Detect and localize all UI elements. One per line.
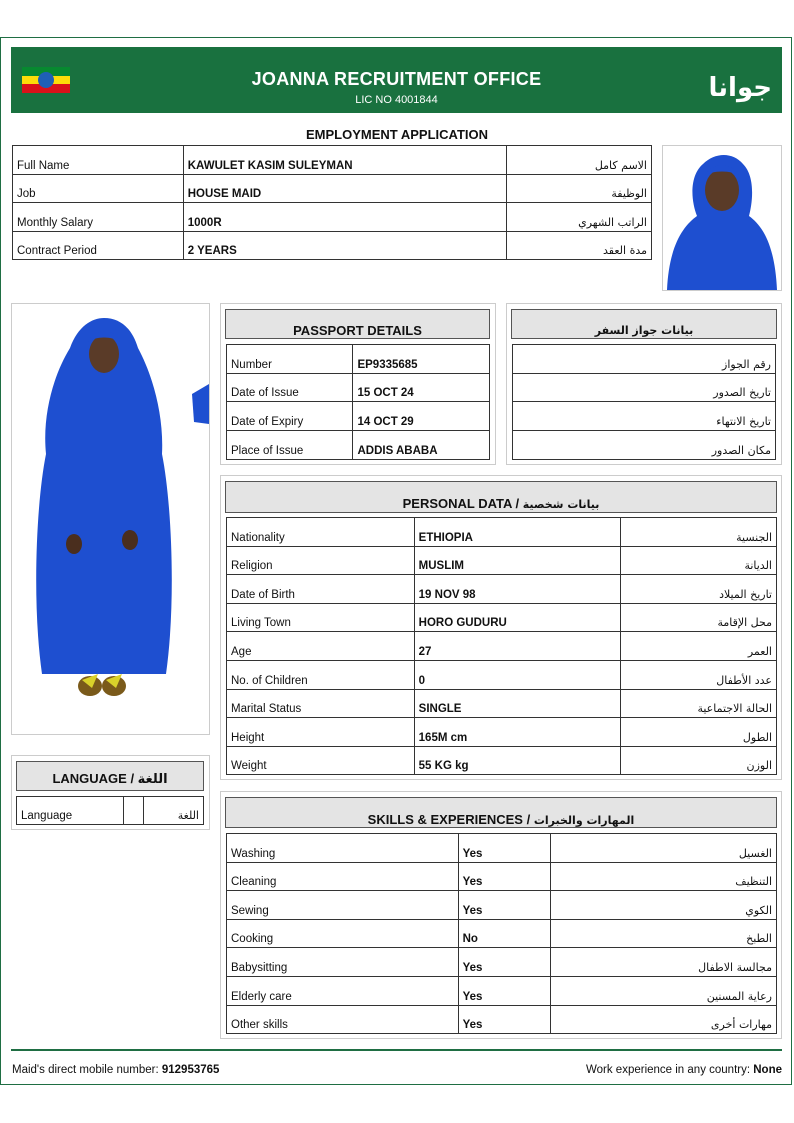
table-row <box>227 632 777 661</box>
field-value: MUSLIM <box>414 546 621 575</box>
table-row <box>513 402 776 431</box>
field-label: Marital Status <box>227 689 415 718</box>
field-value: SINGLE <box>414 689 621 718</box>
field-value: 14 OCT 29 <box>353 402 490 431</box>
personal-data-table <box>226 517 777 775</box>
office-arabic-name: جوانا <box>708 73 772 103</box>
table-row <box>513 431 776 460</box>
field-value: 55 KG kg <box>414 746 621 775</box>
field-arabic-label: العمر <box>621 632 777 661</box>
personal-data-title <box>225 481 777 513</box>
field-value: HORO GUDURU <box>414 603 621 632</box>
field-value: 2 YEARS <box>183 231 506 260</box>
table-row <box>227 345 490 374</box>
field-arabic-label: الاسم كامل <box>507 146 652 175</box>
table-row <box>227 431 490 460</box>
skills-table <box>226 833 777 1034</box>
table-row <box>513 373 776 402</box>
field-value: 0 <box>414 660 621 689</box>
table-row <box>227 575 777 604</box>
field-label: Babysitting <box>227 948 459 977</box>
table-row <box>17 797 204 825</box>
field-value: 165M cm <box>414 718 621 747</box>
experience-value: None <box>753 1064 782 1076</box>
full-body-photo <box>11 303 210 735</box>
field-arabic-label: محل الإقامة <box>621 603 777 632</box>
field-arabic-label: تاريخ الصدور <box>513 373 776 402</box>
skills-title-ar: المهارات والخبرات <box>533 814 635 827</box>
table-row <box>13 231 652 260</box>
field-label: Cleaning <box>227 862 459 891</box>
field-value: EP9335685 <box>353 345 490 374</box>
table-row <box>13 146 652 175</box>
table-row <box>227 746 777 775</box>
field-label: Date of Expiry <box>227 402 353 431</box>
table-row <box>227 948 777 977</box>
table-row <box>227 546 777 575</box>
field-arabic-label: تاريخ الميلاد <box>621 575 777 604</box>
field-arabic-label: مدة العقد <box>507 231 652 260</box>
field-label: Living Town <box>227 603 415 632</box>
table-row <box>227 689 777 718</box>
mobile-value: 912953765 <box>161 1064 220 1076</box>
work-experience <box>586 1064 782 1076</box>
table-row <box>227 1005 777 1034</box>
skills-title <box>225 797 777 828</box>
mobile-number <box>12 1064 219 1076</box>
passport-title: PASSPORT DETAILS <box>225 309 490 339</box>
field-arabic-label: الطبخ <box>551 919 777 948</box>
table-row <box>13 174 652 203</box>
field-arabic-label: الجنسية <box>621 518 777 547</box>
table-row <box>513 345 776 374</box>
portrait-photo <box>662 145 782 291</box>
language-label: Language <box>17 797 124 825</box>
field-value: ETHIOPIA <box>414 518 621 547</box>
field-label: Place of Issue <box>227 431 353 460</box>
skills-title-en: SKILLS & EXPERIENCES / <box>367 812 534 827</box>
field-value: Yes <box>458 862 551 891</box>
field-value: 27 <box>414 632 621 661</box>
field-label: Contract Period <box>13 231 184 260</box>
table-row <box>227 891 777 920</box>
passport-arabic-table <box>512 344 776 460</box>
language-value <box>124 797 144 825</box>
field-label: Religion <box>227 546 415 575</box>
language-table <box>16 796 204 825</box>
application-title: EMPLOYMENT APPLICATION <box>306 127 488 142</box>
field-arabic-label: رقم الجواز <box>513 345 776 374</box>
field-value: Yes <box>458 891 551 920</box>
field-value: No <box>458 919 551 948</box>
table-row <box>227 603 777 632</box>
field-arabic-label: الكوي <box>551 891 777 920</box>
field-arabic-label: الغسيل <box>551 834 777 863</box>
office-title: JOANNA RECRUITMENT OFFICE <box>251 69 542 89</box>
field-value: KAWULET KASIM SULEYMAN <box>183 146 506 175</box>
field-value: 15 OCT 24 <box>353 373 490 402</box>
field-label: Washing <box>227 834 459 863</box>
field-label: Cooking <box>227 919 459 948</box>
table-row <box>227 660 777 689</box>
field-label: Full Name <box>13 146 184 175</box>
header-banner <box>11 47 782 113</box>
table-row <box>227 862 777 891</box>
field-arabic-label: رعاية المسنين <box>551 976 777 1005</box>
field-label: Elderly care <box>227 976 459 1005</box>
field-value: Yes <box>458 834 551 863</box>
personal-title-ar: بيانات شخصية <box>522 498 600 511</box>
field-arabic-label: الطول <box>621 718 777 747</box>
field-arabic-label: الوزن <box>621 746 777 775</box>
field-value: ADDIS ABABA <box>353 431 490 460</box>
field-label: Number <box>227 345 353 374</box>
field-arabic-label: الراتب الشهري <box>507 203 652 232</box>
field-arabic-label: تاريخ الانتهاء <box>513 402 776 431</box>
field-value: 19 NOV 98 <box>414 575 621 604</box>
table-row <box>13 203 652 232</box>
field-label: Monthly Salary <box>13 203 184 232</box>
field-value: 1000R <box>183 203 506 232</box>
field-arabic-label: الوظيفة <box>507 174 652 203</box>
field-label: No. of Children <box>227 660 415 689</box>
license-number: LIC NO 4001844 <box>355 94 438 106</box>
table-row <box>227 976 777 1005</box>
field-arabic-label: الحالة الاجتماعية <box>621 689 777 718</box>
table-row <box>227 518 777 547</box>
field-arabic-label: مهارات أخرى <box>551 1005 777 1034</box>
experience-label: Work experience in any country: <box>585 1064 751 1076</box>
employment-table <box>12 145 652 260</box>
field-label: Date of Birth <box>227 575 415 604</box>
field-value: HOUSE MAID <box>183 174 506 203</box>
table-row <box>227 718 777 747</box>
field-label: Age <box>227 632 415 661</box>
field-label: Height <box>227 718 415 747</box>
field-arabic-label: مكان الصدور <box>513 431 776 460</box>
field-label: Other skills <box>227 1005 459 1034</box>
field-label: Weight <box>227 746 415 775</box>
table-row <box>227 919 777 948</box>
mobile-label: Maid's direct mobile number: <box>12 1064 159 1076</box>
footer-divider <box>11 1049 782 1051</box>
language-arabic-label: اللغة <box>144 797 204 825</box>
field-value: Yes <box>458 976 551 1005</box>
field-value: Yes <box>458 948 551 977</box>
field-arabic-label: عدد الأطفال <box>621 660 777 689</box>
table-row <box>227 402 490 431</box>
field-arabic-label: الديانة <box>621 546 777 575</box>
field-arabic-label: التنظيف <box>551 862 777 891</box>
field-label: Nationality <box>227 518 415 547</box>
personal-title-en: PERSONAL DATA / <box>402 496 523 511</box>
table-row <box>227 373 490 402</box>
field-label: Sewing <box>227 891 459 920</box>
field-label: Job <box>13 174 184 203</box>
field-value: Yes <box>458 1005 551 1034</box>
passport-table <box>226 344 490 460</box>
field-label: Date of Issue <box>227 373 353 402</box>
table-row <box>227 834 777 863</box>
language-title: LANGUAGE / اللغة <box>16 761 204 791</box>
passport-arabic-title: بيانات جواز السفر <box>511 309 777 339</box>
field-arabic-label: مجالسة الاطفال <box>551 948 777 977</box>
